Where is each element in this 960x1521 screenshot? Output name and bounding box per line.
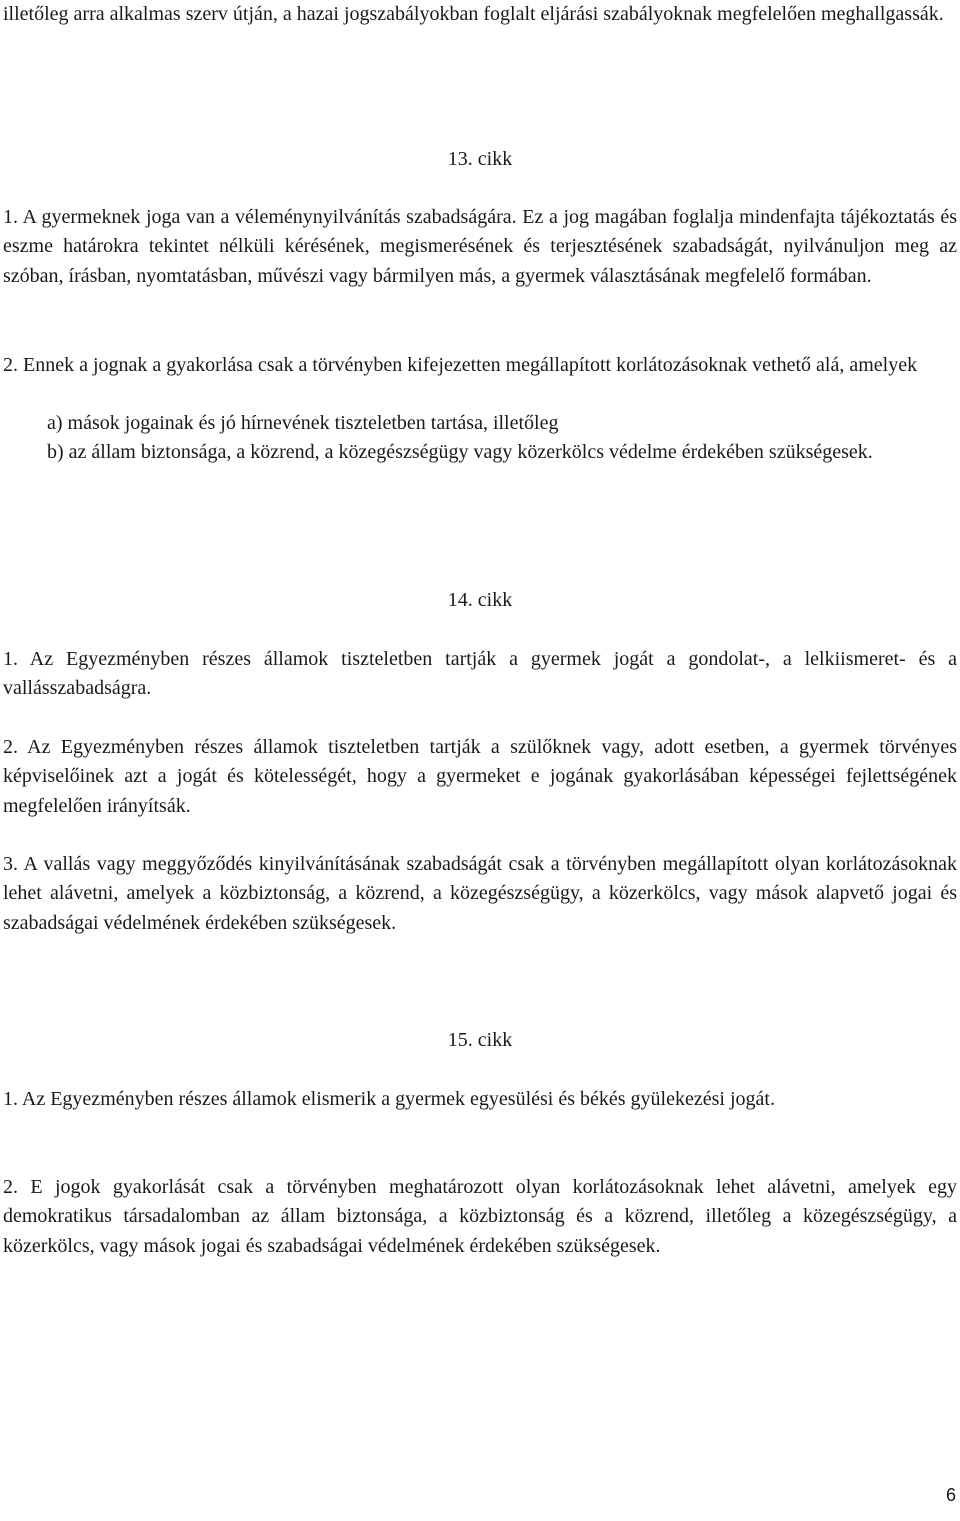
article-14-paragraph-1: 1. Az Egyezményben részes államok tiszteletben tartják a gyermek jogát a gondolat-, a lelkiismeret- és a vallásszabadságra.	[3, 648, 957, 700]
article-15-paragraph-2: 2. E jogok gyakorlását csak a törvényben meghatározott olyan korlátozásoknak lehet alávetni, amelyek egy demokratikus társadalomban az állam biztonsága, a közbiztonság és a közrend, illetőleg a közegészségügy, a közerkölcs, vagy mások jogai és szabadságai védelmének érdekében szükségesek.	[3, 1176, 957, 1257]
article-14-heading: 14. cikk	[447, 589, 513, 611]
article-13-heading: 13. cikk	[447, 148, 513, 170]
article-15-paragraph-1: 1. Az Egyezményben részes államok elismerik a gyermek egyesülési és békés gyülekezési jogát.	[3, 1088, 775, 1110]
article-15-heading: 15. cikk	[447, 1029, 513, 1051]
article-14-paragraph-2: 2. Az Egyezményben részes államok tiszteletben tartják a szülőknek vagy, adott esetben, a gyermek törvényes képviselőinek azt a jogát és kötelességét, hogy a gyermeket e jogának gyakorlásában képességei fejlettségének megfelelően irányítsák.	[3, 736, 957, 817]
article-13-paragraph-1: 1. A gyermeknek joga van a véleménynyilvánítás szabadságára. Ez a jog magában foglalja mindenfajta tájékoztatás és eszme határokra tekintet nélküli kérésének, megismerésének és terjesztésének szabadságát, nyilvánuljon meg az szóban, írásban, nyomtatásban, művészi vagy bármilyen más, a gyermek választásának megfelelő formában.	[3, 206, 957, 287]
article-13-paragraph-2: 2. Ennek a jognak a gyakorlása csak a törvényben kifejezetten megállapított korlátozásoknak vethető alá, amelyek	[3, 354, 918, 376]
continuation-paragraph: illetőleg arra alkalmas szerv útján, a hazai jogszabályokban foglalt eljárási szabályoknak megfelelően meghallgassák.	[3, 3, 944, 25]
article-13-item-b: b) az állam biztonsága, a közrend, a közegészségügy vagy közerkölcs védelme érdekében szükségesek.	[47, 441, 873, 463]
page-number: 6	[945, 1485, 956, 1505]
article-13-item-a: a) mások jogainak és jó hírnevének tiszteletben tartása, illetőleg	[47, 412, 559, 434]
article-14-paragraph-3: 3. A vallás vagy meggyőződés kinyilvánításának szabadságát csak a törvényben megállapított olyan korlátozásoknak lehet alávetni, amelyek a közbiztonság, a közrend, a közegészségügy, a közerkölcs, vagy mások alapvető jogai és szabadságai védelmének érdekében szükségesek.	[3, 853, 957, 934]
